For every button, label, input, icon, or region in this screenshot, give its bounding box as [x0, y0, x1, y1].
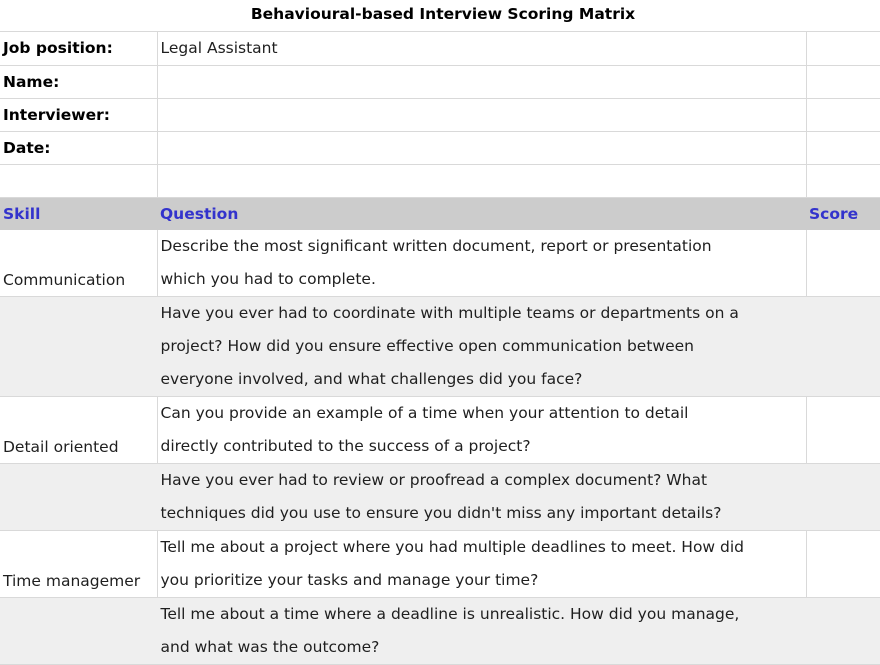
- skill-cell[interactable]: Detail oriented: [0, 397, 157, 464]
- blank-row: [0, 164, 880, 197]
- question-line: and what was the outcome?: [160, 638, 380, 656]
- question-cell[interactable]: [157, 464, 806, 531]
- question-rows: [0, 230, 880, 665]
- question-line: techniques did you use to ensure you didn't miss any important details?: [160, 504, 722, 522]
- empty-cell[interactable]: [157, 164, 806, 197]
- table-row: [0, 297, 880, 397]
- question-cell[interactable]: [157, 297, 806, 397]
- table-row: [0, 397, 880, 464]
- question-line: everyone involved, and what challenges did you face?: [160, 370, 583, 388]
- question-line: project? How did you ensure effective open communication between: [160, 337, 694, 355]
- name-label[interactable]: Name:: [0, 65, 157, 98]
- header-row: [0, 197, 880, 230]
- header-skill[interactable]: Skill: [0, 197, 157, 230]
- empty-cell[interactable]: [806, 98, 880, 131]
- empty-cell[interactable]: [0, 164, 157, 197]
- name-row: [0, 65, 880, 98]
- sheet-title: Behavioural-based Interview Scoring Matrix: [0, 0, 880, 32]
- question-cell[interactable]: [157, 230, 806, 297]
- job-position-value[interactable]: Legal Assistant: [157, 32, 806, 65]
- empty-cell[interactable]: [806, 164, 880, 197]
- question-line: you prioritize your tasks and manage your time?: [160, 571, 539, 589]
- skill-cell[interactable]: Time managemer: [0, 531, 157, 598]
- question-line: Describe the most significant written document, report or presentation: [160, 237, 712, 255]
- job-position-row: [0, 32, 880, 65]
- table-row: [0, 230, 880, 297]
- date-value-cell[interactable]: [157, 131, 806, 164]
- score-cell[interactable]: [806, 397, 880, 464]
- info-table: [0, 32, 880, 665]
- question-line: Have you ever had to coordinate with multiple teams or departments on a: [160, 304, 739, 322]
- table-row: [0, 531, 880, 598]
- question-cell[interactable]: [157, 531, 806, 598]
- interviewer-value-cell[interactable]: [157, 98, 806, 131]
- header-question[interactable]: Question: [157, 197, 806, 230]
- name-value-cell[interactable]: [157, 65, 806, 98]
- empty-cell[interactable]: [806, 32, 880, 65]
- question-cell[interactable]: [157, 598, 806, 665]
- question-line: Tell me about a project where you had multiple deadlines to meet. How did: [160, 538, 745, 556]
- date-label[interactable]: Date:: [0, 131, 157, 164]
- question-line: Tell me about a time where a deadline is unrealistic. How did you manage,: [160, 605, 740, 623]
- score-cell[interactable]: [806, 464, 880, 531]
- skill-cell[interactable]: [0, 297, 157, 397]
- header-score[interactable]: Score: [806, 197, 880, 230]
- empty-cell[interactable]: [806, 131, 880, 164]
- interviewer-row: [0, 98, 880, 131]
- empty-cell[interactable]: [806, 65, 880, 98]
- skill-cell[interactable]: [0, 598, 157, 665]
- table-row: [0, 598, 880, 665]
- question-line: Can you provide an example of a time when your attention to detail: [160, 404, 689, 422]
- question-line: Have you ever had to review or proofread a complex document? What: [160, 471, 708, 489]
- question-cell[interactable]: [157, 397, 806, 464]
- skill-cell[interactable]: Communication: [0, 230, 157, 297]
- score-cell[interactable]: [806, 531, 880, 598]
- score-cell[interactable]: [806, 230, 880, 297]
- question-line: which you had to complete.: [160, 270, 376, 288]
- job-position-label[interactable]: Job position:: [0, 32, 157, 65]
- score-cell[interactable]: [806, 297, 880, 397]
- table-row: [0, 464, 880, 531]
- question-line: directly contributed to the success of a project?: [160, 437, 531, 455]
- score-cell[interactable]: [806, 598, 880, 665]
- interviewer-label[interactable]: Interviewer:: [0, 98, 157, 131]
- date-row: [0, 131, 880, 164]
- skill-cell[interactable]: [0, 464, 157, 531]
